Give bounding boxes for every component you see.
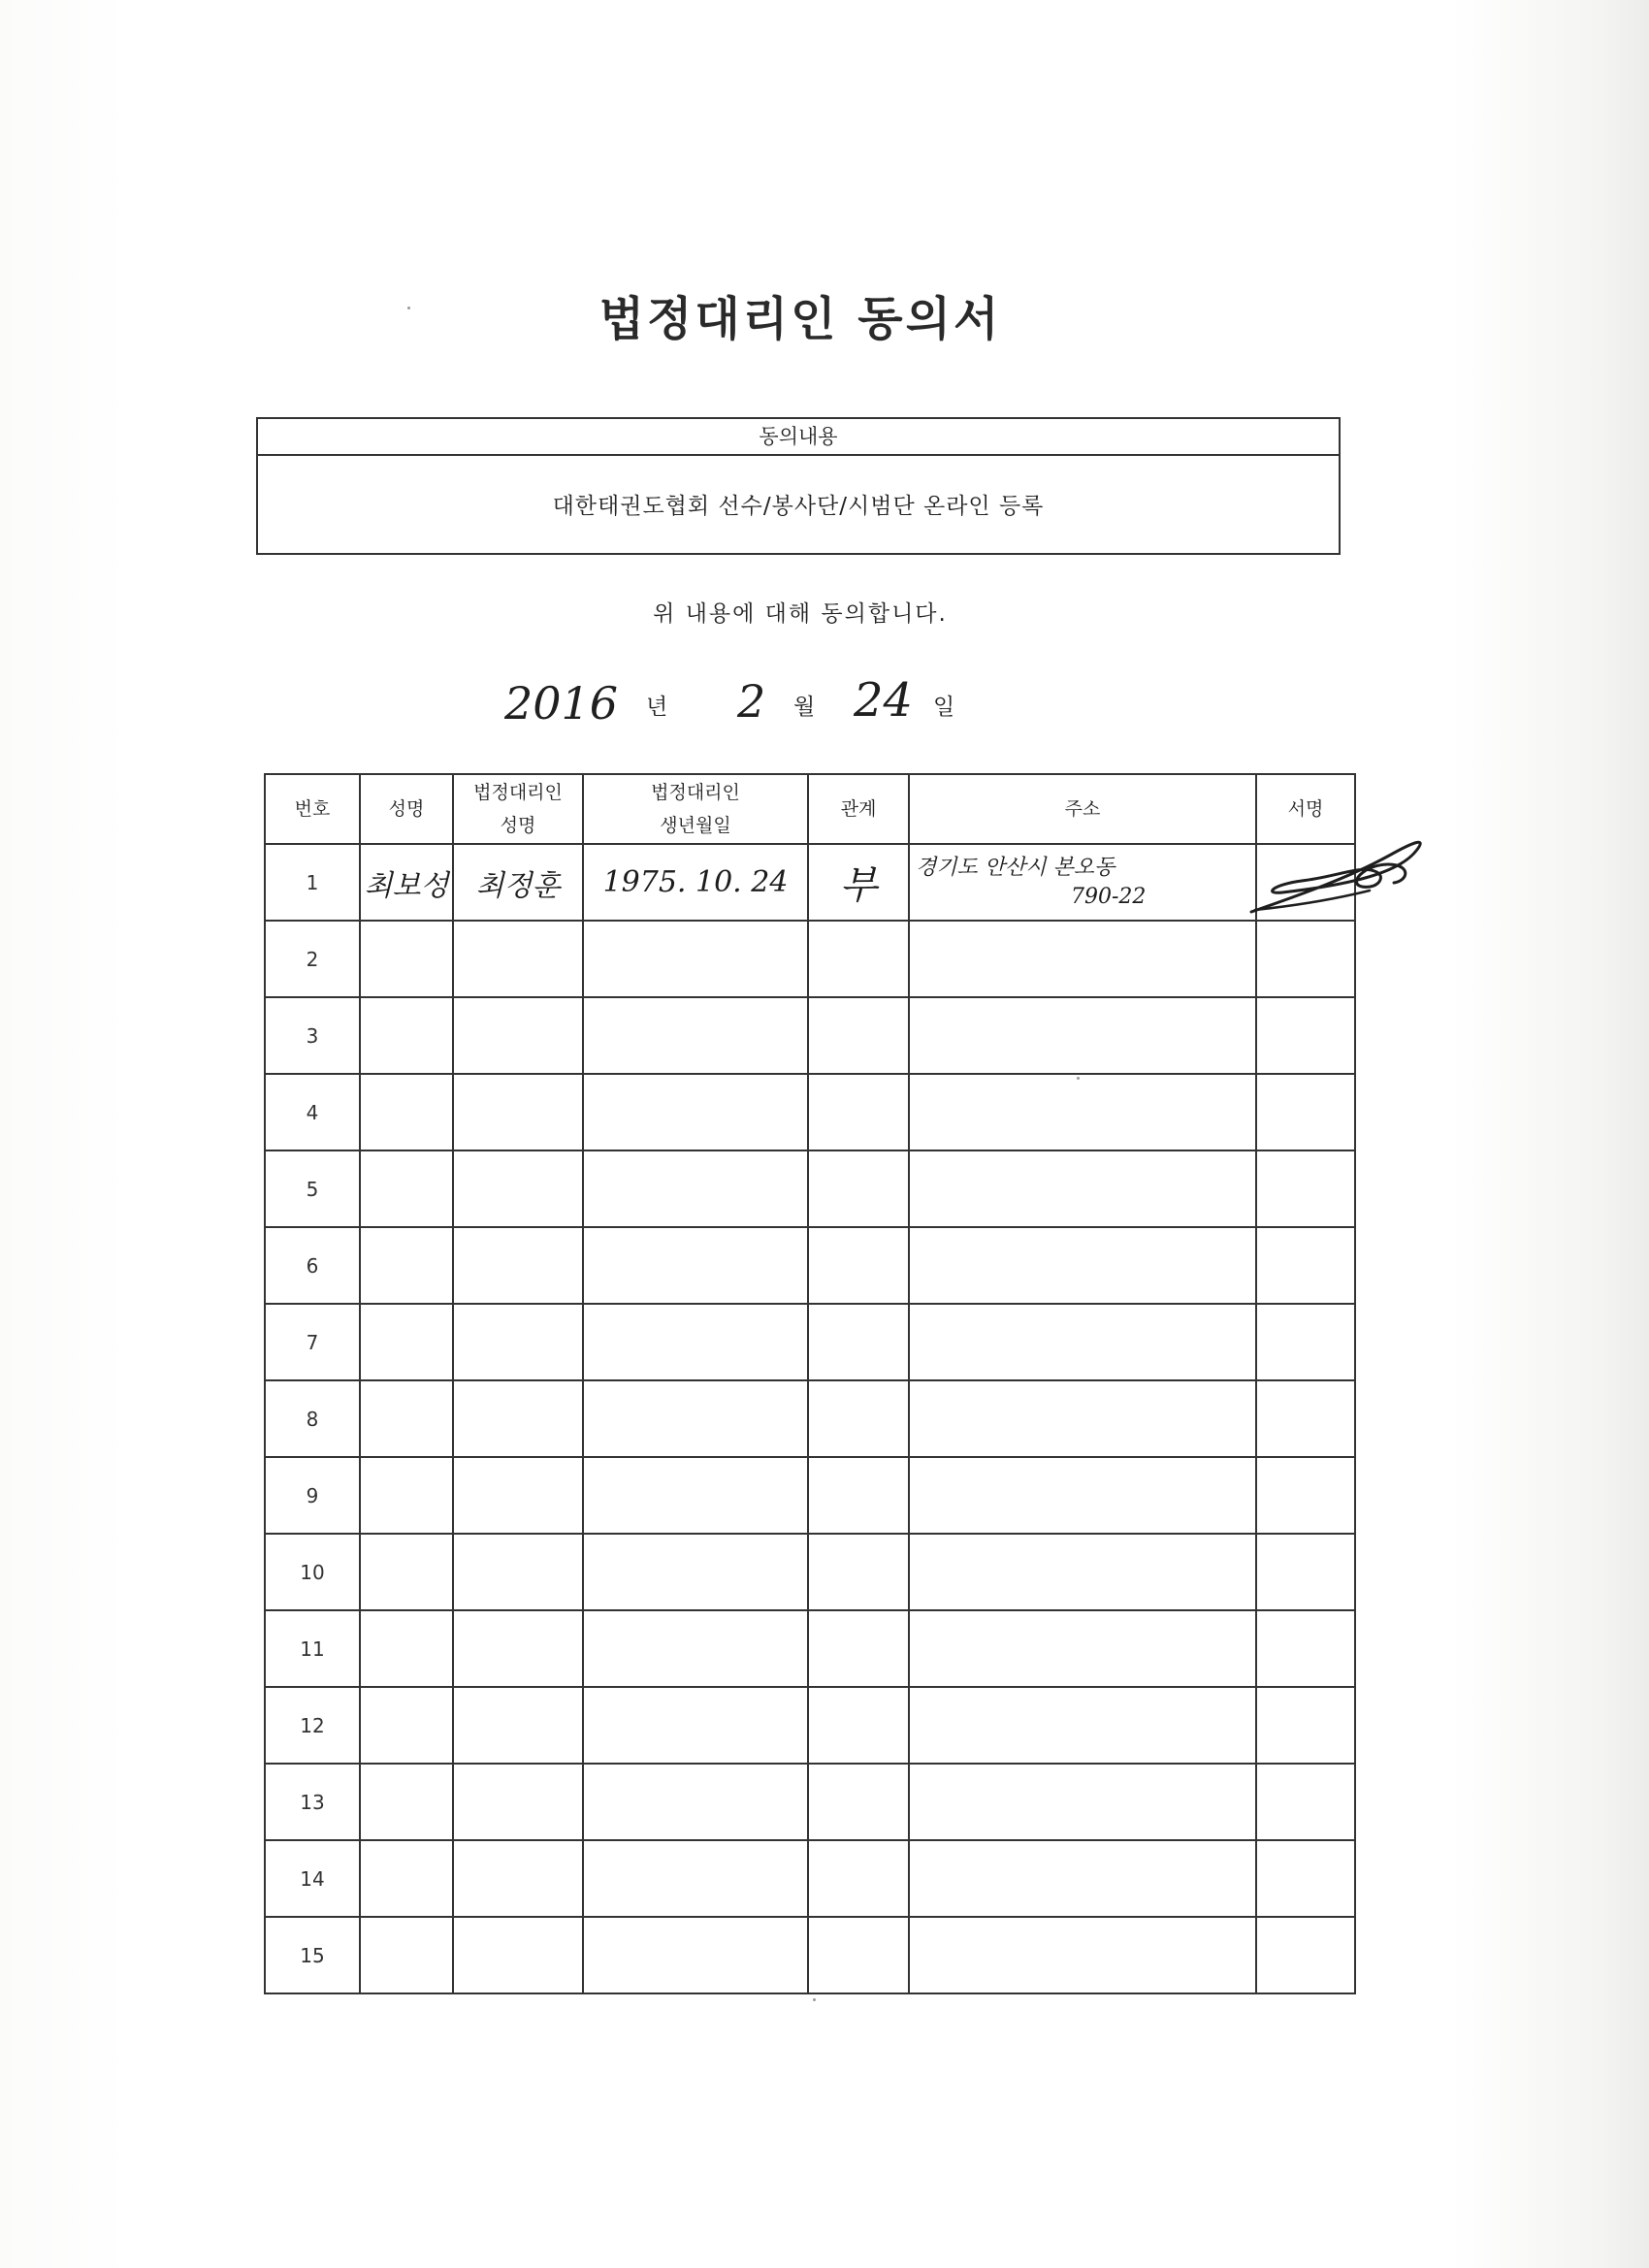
- guardian-name: [453, 1227, 583, 1304]
- student-name: [360, 997, 453, 1074]
- address: [909, 1917, 1256, 1993]
- relation: [808, 997, 909, 1074]
- guardian-birth-date: [583, 1227, 808, 1304]
- student-name: [360, 1610, 453, 1687]
- header-guardian-birth-line2: 생년월일: [660, 815, 731, 836]
- signature-cell: [1256, 1380, 1355, 1457]
- address: [909, 1840, 1256, 1917]
- guardian-name: [453, 1534, 583, 1610]
- row-number: 5: [265, 1150, 360, 1227]
- table-row: [265, 1227, 1355, 1304]
- scan-speck: [813, 1998, 816, 2001]
- guardian-birth-date: [583, 1687, 808, 1764]
- guardian-name: [453, 1457, 583, 1534]
- date-line: [0, 669, 1649, 757]
- student-name: [360, 1764, 453, 1840]
- table-row: [265, 1150, 1355, 1227]
- row-number: 12: [265, 1687, 360, 1764]
- guardian-birth-date: [583, 1764, 808, 1840]
- document-title: 법정대리인 동의서: [598, 292, 1002, 346]
- row-number: 4: [265, 1074, 360, 1150]
- date-day-unit: 일: [933, 695, 955, 720]
- row-number: 10: [265, 1534, 360, 1610]
- address: [909, 1610, 1256, 1687]
- guardian-name: [453, 1150, 583, 1227]
- student-name: [360, 1917, 453, 1993]
- student-name: [360, 1074, 453, 1150]
- row-number: 8: [265, 1380, 360, 1457]
- guardian-birth-date: [583, 1074, 808, 1150]
- signature-cell: [1256, 1534, 1355, 1610]
- table-row: [265, 921, 1355, 997]
- address: [909, 997, 1256, 1074]
- date-month: 2: [737, 675, 766, 728]
- guardian-name: [453, 1840, 583, 1917]
- date-day: 24: [854, 673, 914, 728]
- row-number: 15: [265, 1917, 360, 1993]
- address: [909, 1457, 1256, 1534]
- relation: [808, 1150, 909, 1227]
- table-row: [265, 1457, 1355, 1534]
- row-number: 2: [265, 921, 360, 997]
- guardian-name: [453, 1074, 583, 1150]
- guardian-name: [453, 1687, 583, 1764]
- consent-body: 대한태권도협회 선수/봉사단/시범단 온라인 등록: [552, 494, 1045, 519]
- relation: [808, 1840, 909, 1917]
- guardian-birth-date: [583, 1457, 808, 1534]
- table-row: [265, 1074, 1355, 1150]
- address-line-1: 경기도 안산시 본오동: [916, 855, 1116, 880]
- guardian-birth-date: [583, 997, 808, 1074]
- guardian-name: [453, 1610, 583, 1687]
- table-row: [265, 1687, 1355, 1764]
- row-number: 13: [265, 1764, 360, 1840]
- guardian-birth-date: [583, 921, 808, 997]
- table-row: [265, 997, 1355, 1074]
- table-row: [265, 1534, 1355, 1610]
- row-number: 3: [265, 997, 360, 1074]
- consent-header: 동의내용: [258, 419, 1339, 456]
- address: [909, 1074, 1256, 1150]
- handwritten-signature: [1244, 817, 1438, 923]
- row-number: 1: [265, 844, 360, 921]
- guardian-birth-date: [583, 1840, 808, 1917]
- student-name: [360, 1687, 453, 1764]
- signature-cell: [1256, 1227, 1355, 1304]
- guardian-birth-date: [583, 1150, 808, 1227]
- student-name: [360, 921, 453, 997]
- guardian-birth-date: [583, 1610, 808, 1687]
- signature-cell: [1256, 1840, 1355, 1917]
- student-name: [360, 1534, 453, 1610]
- header-guardian-name-line2: 성명: [500, 815, 536, 836]
- guardian-birth-date: [583, 1380, 808, 1457]
- address: [909, 844, 1256, 921]
- header-name: 성명: [360, 774, 453, 844]
- row-number: 7: [265, 1304, 360, 1380]
- address: [909, 1227, 1256, 1304]
- address: [909, 1687, 1256, 1764]
- student-name: [360, 1380, 453, 1457]
- scan-speck: [407, 307, 410, 309]
- guardian-birth-date: 1975. 10. 24: [583, 844, 808, 921]
- guardian-roster-table: [264, 773, 1356, 1994]
- relation: [808, 1380, 909, 1457]
- signature-cell: [1256, 1074, 1355, 1150]
- table-header-row: [265, 774, 1355, 844]
- address-line-2: 790-22: [1071, 884, 1147, 909]
- address: [909, 1304, 1256, 1380]
- agreement-statement: 위 내용에 대해 동의합니다.: [653, 601, 948, 627]
- signature-cell: [1256, 1917, 1355, 1993]
- student-name: [360, 1150, 453, 1227]
- header-guardian-name: [453, 774, 583, 844]
- guardian-birth-date: [583, 1917, 808, 1993]
- header-no: 번호: [265, 774, 360, 844]
- signature-cell: [1256, 1304, 1355, 1380]
- table-row: [265, 1304, 1355, 1380]
- header-signature: 서명: [1256, 774, 1355, 844]
- guardian-name: 최정훈: [453, 844, 583, 921]
- table-row: [265, 844, 1355, 921]
- date-year-unit: 년: [646, 695, 668, 720]
- student-name: [360, 1457, 453, 1534]
- header-guardian-name-line1: 법정대리인: [473, 782, 563, 803]
- guardian-name: [453, 1380, 583, 1457]
- row-number: 11: [265, 1610, 360, 1687]
- date-month-unit: 월: [793, 695, 816, 720]
- table-row: [265, 1764, 1355, 1840]
- table-row: [265, 1610, 1355, 1687]
- guardian-name: [453, 1917, 583, 1993]
- address: [909, 1534, 1256, 1610]
- signature-cell: [1256, 1764, 1355, 1840]
- header-guardian-birth-line1: 법정대리인: [651, 782, 740, 803]
- relation: 부: [808, 844, 909, 921]
- relation: [808, 1917, 909, 1993]
- table-row: [265, 1840, 1355, 1917]
- student-name: [360, 1227, 453, 1304]
- address: [909, 921, 1256, 997]
- guardian-birth-date: [583, 1304, 808, 1380]
- header-guardian-birth: [583, 774, 808, 844]
- relation: [808, 1304, 909, 1380]
- guardian-name: [453, 921, 583, 997]
- table-row: [265, 1380, 1355, 1457]
- signature-cell: [1256, 1610, 1355, 1687]
- relation: [808, 1610, 909, 1687]
- signature-cell: [1256, 1150, 1355, 1227]
- date-year: 2016: [504, 677, 619, 729]
- signature-cell: [1256, 997, 1355, 1074]
- relation: [808, 1534, 909, 1610]
- signature-cell: [1256, 1457, 1355, 1534]
- relation: [808, 921, 909, 997]
- consent-content-box: [256, 417, 1341, 555]
- row-number: 9: [265, 1457, 360, 1534]
- guardian-name: [453, 997, 583, 1074]
- relation: [808, 1457, 909, 1534]
- guardian-birth-date: [583, 1534, 808, 1610]
- relation: [808, 1227, 909, 1304]
- address: [909, 1380, 1256, 1457]
- relation: [808, 1764, 909, 1840]
- guardian-name: [453, 1304, 583, 1380]
- signature-cell: [1256, 1687, 1355, 1764]
- table-row: [265, 1917, 1355, 1993]
- relation: [808, 1687, 909, 1764]
- guardian-name: [453, 1764, 583, 1840]
- student-name: [360, 1840, 453, 1917]
- row-number: 6: [265, 1227, 360, 1304]
- signature-cell: [1256, 921, 1355, 997]
- header-address: 주소: [909, 774, 1256, 844]
- scan-speck: [1077, 1077, 1080, 1080]
- address: [909, 1764, 1256, 1840]
- student-name: 최보성: [360, 844, 453, 921]
- student-name: [360, 1304, 453, 1380]
- address: [909, 1150, 1256, 1227]
- relation: [808, 1074, 909, 1150]
- header-relation: 관계: [808, 774, 909, 844]
- row-number: 14: [265, 1840, 360, 1917]
